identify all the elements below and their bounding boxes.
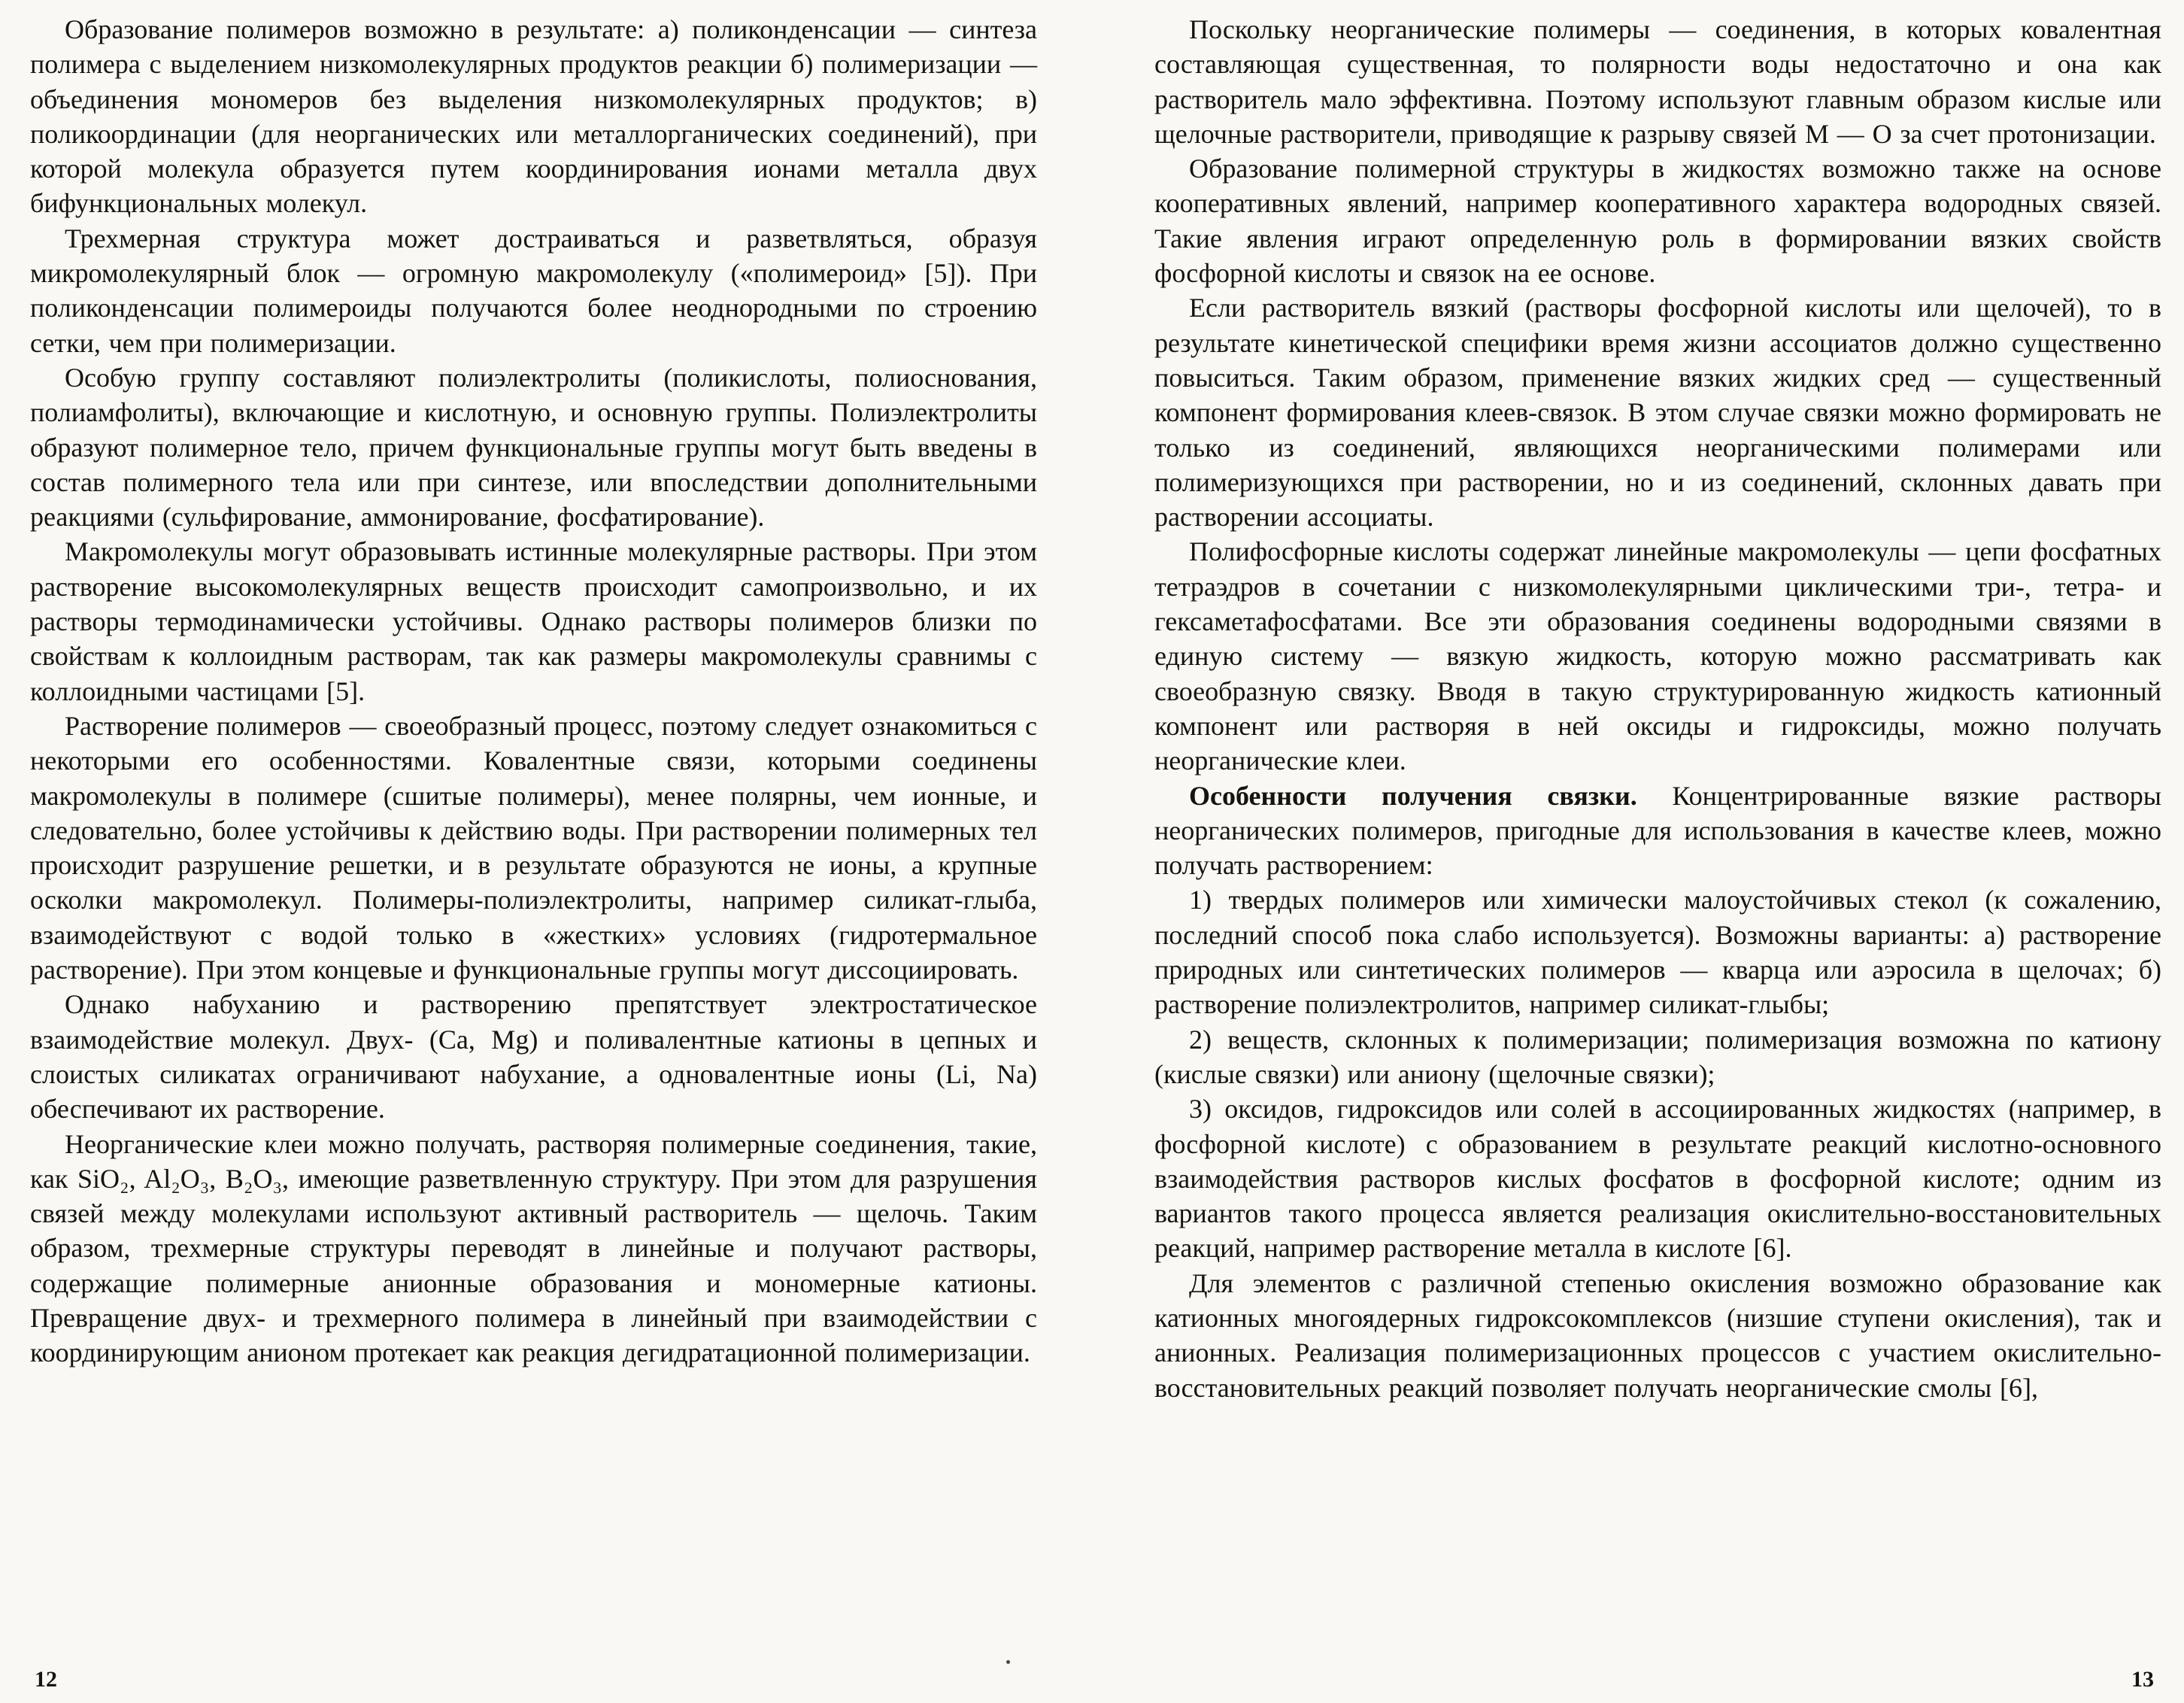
paragraph: 1) твердых полимеров или химически малоустойчивых стекол (к сожалению, последний способ пока слабо используется). Возможны варианты: а) растворение природных или синтетических полимеров — кварца или аэросила в щелочах; б) растворение полиэлектролитов, например силикат-глыбы; — [1154, 885, 2161, 1020]
page-number-left: 12 — [35, 1667, 57, 1692]
paragraph: Особую группу составляют полиэлектролиты (поликислоты, полиоснования, полиамфолиты), включающие и кислотную, и основную группы. Полиэлектролиты образуют полимерное тело, причем функциональные группы могут быть введены в состав полимерного тела или при синтезе, или впоследствии дополнительными реакциями (сульфирование, аммонирование, фосфатирование). — [30, 362, 1037, 533]
paragraph: Макромолекулы могут образовывать истинные молекулярные растворы. При этом растворение высокомолекулярных веществ происходит самопроизвольно, и их растворы термодинамически устойчивы. Однако растворы полимеров близки по свойствам к коллоидным растворам, так как размеры макромолекулы сравнимы с коллоидными частицами [5]. — [30, 536, 1037, 706]
paragraph: Образование полимерной структуры в жидкостях возможно также на основе кооперативных явлений, например кооперативного характера водородных связей. Такие явления играют определенную роль в формировании вязких свойств фосфорной кислоты и связок на ее основе. — [1154, 153, 2161, 289]
paragraph-text: Концентрированные вязкие растворы неорганических полимеров, пригодные для использования в качестве клеев, можно получать растворением: — [1154, 780, 2161, 881]
paragraph: Образование полимеров возможно в результате: а) поликонденсации — синтеза полимера с выделением низкомолекулярных продуктов реакции б) полимеризации — объединения мономеров без выделения низкомолекулярных продуктов; в) поликоординации (для неорганических или металлорганических соединений), при которой молекула образуется путем координирования ионами металла двух бифункциональных молекул. — [30, 14, 1037, 219]
paragraph: Однако набуханию и растворению препятствует электростатическое взаимодействие молекул. Двух- (Ca, Mg) и поливалентные катионы в цепных и слоистых силикатах ограничивают набухание, а одновалентные ионы (Li, Na) обеспечивают их растворение. — [30, 989, 1037, 1125]
paragraph: Для элементов с различной степенью окисления возможно образование как катионных многоядерных гидроксокомплексов (низшие ступени окисления), так и анионных. Реализация полимеризационных процессов с участием окислительно-восстановительных реакций позволяет получать неорганические смолы [6], — [1154, 1267, 2161, 1403]
paragraph: Полифосфорные кислоты содержат линейные макромолекулы — цепи фосфатных тетраэдров в сочетании с низкомолекулярными циклическими три-, тетра- и гексаметафосфатами. Все эти образования соединены водородными связями в единую систему — вязкую жидкость, которую можно рассматривать как своеобразную связку. Вводя в такую структурированную жидкость катионный компонент или растворяя в ней оксиды и гидроксиды, можно получать неорганические клеи. — [1154, 536, 2161, 776]
scan-speck — [1006, 1660, 1010, 1664]
page-number-right: 13 — [2131, 1667, 2154, 1692]
page-right — [1096, 12, 2161, 1658]
paragraph: Неорганические клеи можно получать, растворяя полимерные соединения, такие, как SiO₂, Al₂O₃, B₂O₃, имеющие разветвленную структуру. При этом для разрушения связей между молекулами используют активный растворитель — щелочь. Таким образом, трехмерные структуры переводят в линейные и получают растворы, содержащие полимерные анионные образования и мономерные катионы. Превращение двух- и трехмерного полимера в линейный при взаимодействии с координирующим анионом протекает как реакция дегидратационной полимеризации. — [30, 1128, 1037, 1368]
paragraph — [1154, 779, 2161, 883]
paragraph: Поскольку неорганические полимеры — соединения, в которых ковалентная составляющая существенная, то полярности воды недостаточно и она как растворитель мало эффективна. Поэтому используют главным образом кислые или щелочные растворители, приводящие к разрыву связей М — О за счет протонизации. — [1154, 14, 2161, 149]
paragraph: Если растворитель вязкий (растворы фосфорной кислоты или щелочей), то в результате кинетической специфики время жизни ассоциатов должно существенно повыситься. Таким образом, применение вязких жидких сред — существенный компонент формирования клеев-связок. В этом случае связки можно формировать не только из соединений, являющихся неорганическими полимерами или полимеризующихся при растворении, но и из соединений, склонных давать при растворении ассоциаты. — [1154, 293, 2161, 533]
paragraph: Растворение полимеров — своеобразный процесс, поэтому следует ознакомиться с некоторыми его особенностями. Ковалентные связи, которыми соединены макромолекулы в полимере (сшитые полимеры), менее полярны, чем ионные, и следовательно, более устойчивы к действию воды. При растворении полимерных тел происходит разрушение решетки, и в результате образуются не ионы, а крупные осколки макромолекул. Полимеры-полиэлектролиты, например силикат-глыба, взаимодействуют с водой только в «жестких» условиях (гидротермальное растворение). При этом концевые и функциональные группы могут диссоциировать. — [30, 710, 1037, 985]
paragraph: Трехмерная структура может достраиваться и разветвляться, образуя микромолекулярный блок — огромную макромолекулу («полимероид» [5]). При поликонденсации полимероиды получаются более неоднородными по строению сетки, чем при полимеризации. — [30, 223, 1037, 358]
paragraph-bold-lead: Особенности получения связки. — [1189, 780, 1637, 811]
paragraph: 2) веществ, склонных к полимеризации; полимеризация возможна по катиону (кислые связки) или аниону (щелочные связки); — [1154, 1024, 2161, 1089]
paragraph: 3) оксидов, гидроксидов или солей в ассоциированных жидкостях (например, в фосфорной кислоте) с образованием в результате реакций кислотно-основного взаимодействия растворов кислых фосфатов в фосфорной кислоте; одним из вариантов такого процесса является реализация окислительно-восстановительных реакций, например растворение металла в кислоте [6]. — [1154, 1094, 2161, 1264]
page-left — [30, 12, 1096, 1658]
